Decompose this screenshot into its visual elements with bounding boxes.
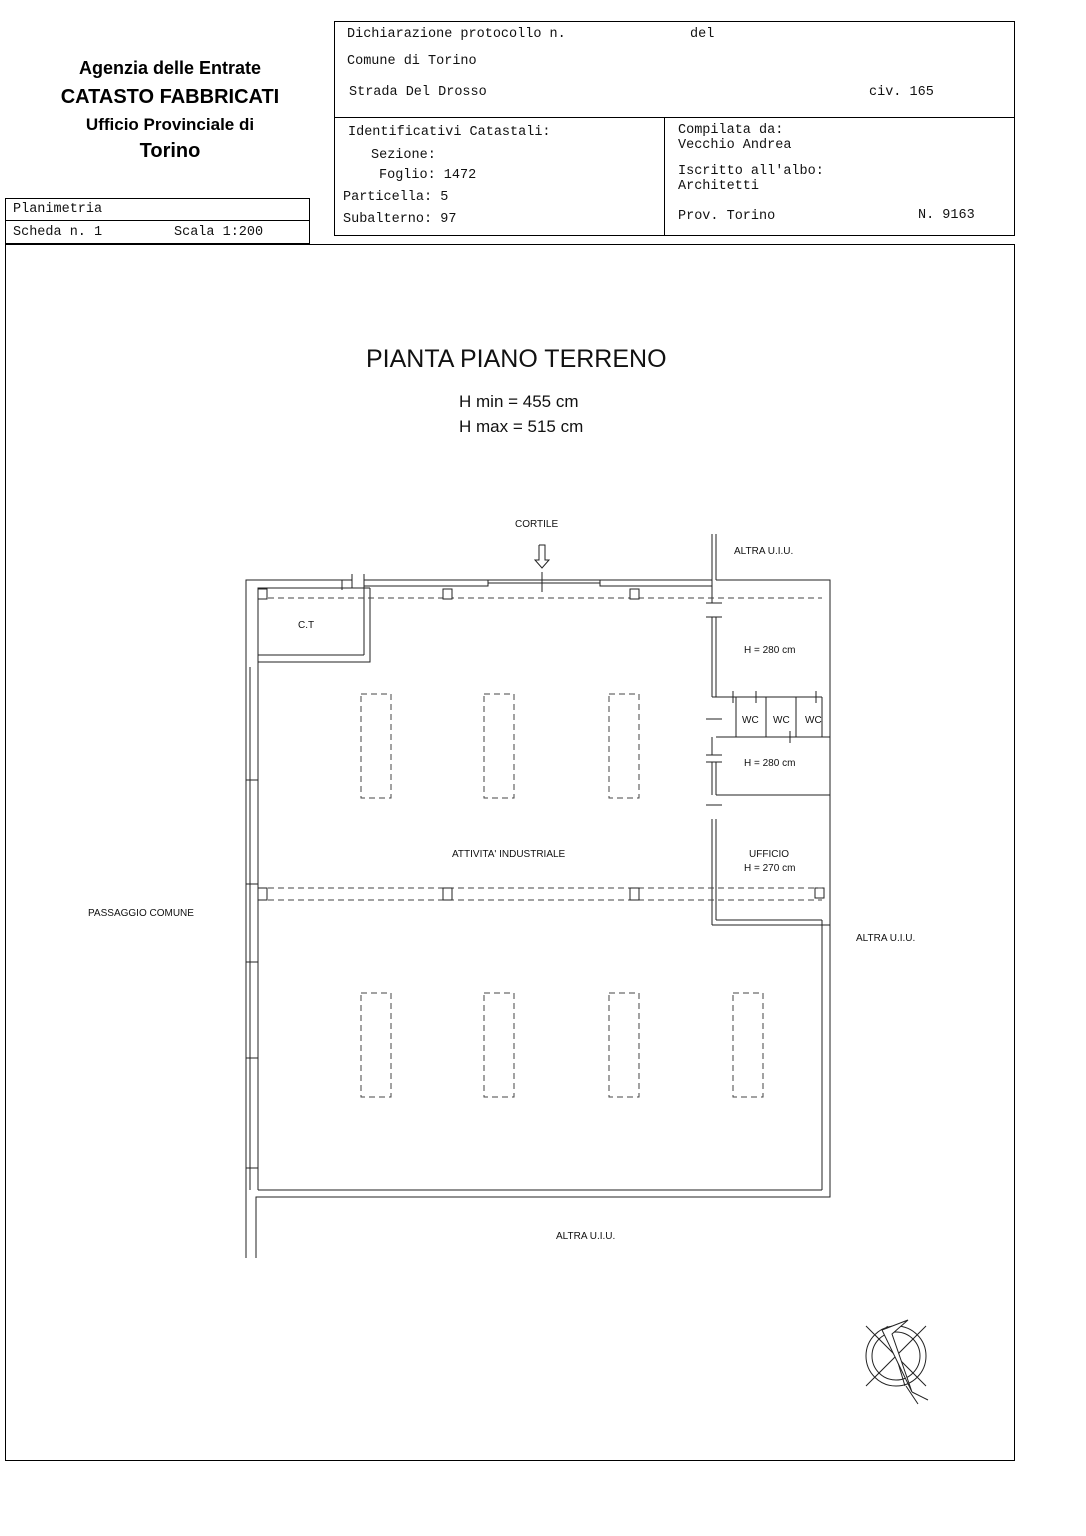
label-attivita-industriale: ATTIVITA' INDUSTRIALE bbox=[452, 849, 566, 860]
author-name: Vecchio Andrea bbox=[678, 138, 792, 153]
identifiers-title: Identificativi Catastali: bbox=[348, 125, 551, 140]
identifier-particella: Particella: 5 bbox=[343, 190, 449, 205]
sheet-scale: Scala 1:200 bbox=[174, 225, 264, 240]
identifier-subalterno: Subalterno: 97 bbox=[343, 212, 457, 227]
agency-city: Torino bbox=[139, 140, 201, 162]
label-room-height-1: H = 280 cm bbox=[744, 645, 796, 656]
plan-title: PIANTA PIANO TERRENO bbox=[366, 345, 667, 373]
protocol-del: del bbox=[690, 27, 715, 42]
register-name: Architetti bbox=[678, 179, 760, 194]
compiled-label: Compilata da: bbox=[678, 123, 784, 138]
label-wc-3: WC bbox=[805, 715, 822, 726]
label-altra-uiu-top: ALTRA U.I.U. bbox=[734, 546, 794, 557]
height-min: H min = 455 cm bbox=[459, 392, 579, 411]
label-wc-1: WC bbox=[742, 715, 759, 726]
label-room-height-2: H = 280 cm bbox=[744, 758, 796, 769]
register-number: N. 9163 bbox=[918, 208, 975, 223]
entrance-arrow-icon bbox=[535, 545, 549, 592]
label-altra-uiu-right: ALTRA U.I.U. bbox=[856, 933, 916, 944]
author-province: Prov. Torino bbox=[678, 209, 776, 224]
label-ufficio: UFFICIO bbox=[749, 849, 789, 860]
civic-number: civ. 165 bbox=[869, 85, 934, 100]
agency-office: Ufficio Provinciale di bbox=[85, 115, 255, 134]
address: Strada Del Drosso bbox=[349, 85, 487, 100]
identifier-foglio: Foglio: 1472 bbox=[379, 168, 477, 183]
label-wc-2: WC bbox=[773, 715, 790, 726]
label-passaggio-comune: PASSAGGIO COMUNE bbox=[88, 908, 194, 919]
label-ufficio-height: H = 270 cm bbox=[744, 863, 796, 874]
protocol-label: Dichiarazione protocollo n. bbox=[347, 27, 566, 42]
comune: Comune di Torino bbox=[347, 54, 477, 69]
label-ct: C.T bbox=[298, 620, 315, 631]
height-max: H max = 515 cm bbox=[459, 417, 584, 436]
label-altra-uiu-bottom: ALTRA U.I.U. bbox=[556, 1231, 616, 1242]
agency-name: Agenzia delle Entrate bbox=[78, 58, 262, 78]
sheet-scheda: Scheda n. 1 bbox=[13, 225, 103, 240]
north-compass-icon bbox=[866, 1320, 928, 1404]
register-label: Iscritto all'albo: bbox=[678, 164, 824, 179]
identifier-sezione: Sezione: bbox=[371, 148, 436, 163]
label-cortile: CORTILE bbox=[515, 519, 559, 530]
agency-department: CATASTO FABBRICATI bbox=[60, 86, 280, 108]
sheet-type: Planimetria bbox=[13, 202, 103, 217]
